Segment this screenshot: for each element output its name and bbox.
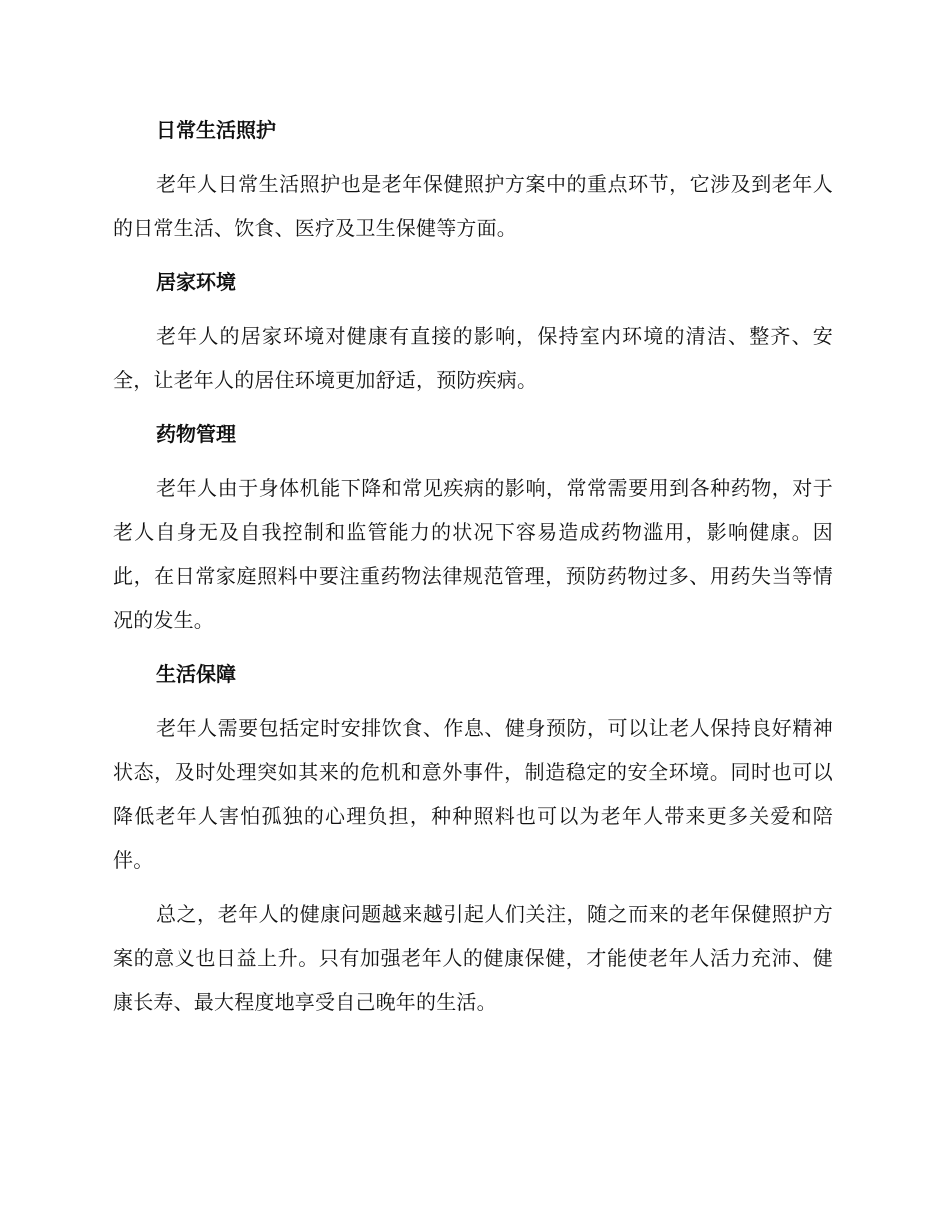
section-paragraph-daily-care: 老年人日常生活照护也是老年保健照护方案中的重点环节，它涉及到老年人的日常生活、饮食、医疗及卫生保健等方面。 (113, 172, 833, 240)
section-paragraph-home-environment: 老年人的居家环境对健康有直接的影响，保持室内环境的清洁、整齐、安全，让老年人的居住环境更加舒适，预防疾病。 (113, 324, 833, 392)
document-body (113, 108, 833, 1034)
section-paragraph-life-support: 老年人需要包括定时安排饮食、作息、健身预防，可以让老人保持良好精神状态，及时处理突如其来的危机和意外事件，制造稳定的安全环境。同时也可以降低老年人害怕孤独的心理负担，种种照料也可以为老年人带来更多关爱和陪伴。 (113, 716, 833, 872)
section-heading-medication: 药物管理 (156, 422, 236, 446)
section-heading-daily-care: 日常生活照护 (156, 118, 276, 142)
conclusion-paragraph: 总之，老年人的健康问题越来越引起人们关注，随之而来的老年保健照护方案的意义也日益上升。只有加强老年人的健康保健，才能使老年人活力充沛、健康长寿、最大程度地享受自己晚年的生活。 (113, 902, 833, 1014)
section-paragraph-medication: 老年人由于身体机能下降和常见疾病的影响，常常需要用到各种药物，对于老人自身无及自我控制和监管能力的状况下容易造成药物滥用，影响健康。因此，在日常家庭照料中要注重药物法律规范管理，预防药物过多、用药失当等情况的发生。 (113, 476, 833, 632)
section-heading-home-environment: 居家环境 (156, 270, 236, 294)
section-heading-life-support: 生活保障 (156, 662, 236, 686)
